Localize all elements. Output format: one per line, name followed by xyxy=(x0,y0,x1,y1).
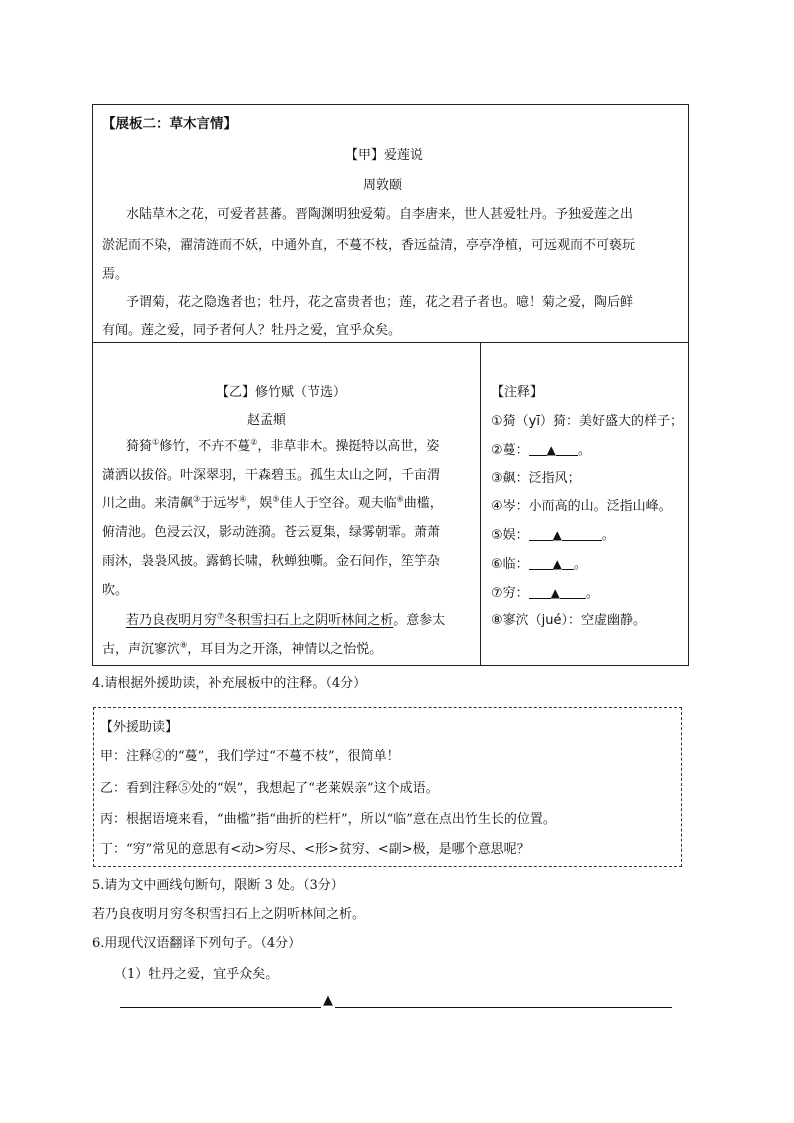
help-line-bing: 丙：根据语境来看，“曲槛”指“曲折的栏杆”，所以“临”意在点出竹生长的位置。 xyxy=(100,812,556,827)
note-mark: ① xyxy=(152,437,160,447)
note-1: ①猗（yī）猗：美好盛大的样子； xyxy=(491,414,683,429)
yi-text: 猗猗 xyxy=(126,439,153,454)
yi-text: 。意参太 xyxy=(393,613,446,628)
triangle-icon: ▲ xyxy=(550,586,560,600)
yi-text: 佳人于空谷。观夫临 xyxy=(279,496,397,511)
yi-text: 冬积雪扫石上之阴听林间之析 xyxy=(224,613,394,628)
yi-text: 古，声沉寥泬 xyxy=(102,642,181,657)
question-6-item-1: （1）牡丹之爱，宜乎众矣。 xyxy=(114,967,279,982)
board-top-section xyxy=(93,105,688,343)
note-8: ⑧寥泬（jué）：空虚幽静。 xyxy=(491,613,647,628)
help-line-yi: 乙：看到注释⑤处的“娱”，我想起了“老莱娱亲”这个成语。 xyxy=(100,781,439,796)
jia-line-1: 水陆草木之花，可爱者甚蕃。晋陶渊明独爱菊。自李唐来，世人甚爱牡丹。予独爱莲之出 xyxy=(126,207,634,222)
board-heading: 【展板二：草木言情】 xyxy=(102,116,237,132)
help-heading: 【外援助读】 xyxy=(100,720,179,735)
note-mark: ④ xyxy=(239,494,247,504)
question-4: 4.请根据外援助读，补充展板中的注释。（4分） xyxy=(92,676,367,691)
yi-text: 修竹，不卉不蔓 xyxy=(159,439,251,454)
answer-blank[interactable] xyxy=(529,556,553,570)
answer-blank[interactable] xyxy=(529,585,551,599)
jia-author: 周敦颐 xyxy=(363,178,403,193)
help-reading-box xyxy=(93,707,682,867)
answer-blank[interactable] xyxy=(560,585,586,599)
jia-line-4: 予谓菊，花之隐逸者也；牡丹，花之富贵者也；莲，花之君子者也。噫！菊之爱，陶后鲜 xyxy=(126,295,634,310)
yi-line-3 xyxy=(102,495,443,513)
note-3: ③飙：泛指风； xyxy=(491,471,581,486)
notes-heading: 【注释】 xyxy=(491,385,544,400)
underlined-sentence xyxy=(126,613,393,628)
yi-text: 川之曲。来清飙 xyxy=(102,496,194,511)
help-line-ding: 丁：“穷”常见的意思有<动>穷尽、<形>贫穷、<副>极，是哪个意思呢？ xyxy=(100,842,530,857)
question-5-sentence: 若乃良夜明月穷冬积雪扫石上之阴听林间之析。 xyxy=(92,907,366,922)
note-end: 。 xyxy=(577,443,591,458)
answer-blank[interactable] xyxy=(556,442,578,456)
jia-title: 【甲】爱莲说 xyxy=(345,148,424,163)
jia-line-2: 淤泥而不染，濯清涟而不妖，中通外直，不蔓不枝，香远益清，亭亭净植，可远观而不可亵玩 xyxy=(102,238,636,253)
note-label: ⑥临： xyxy=(491,557,529,572)
yi-line-8 xyxy=(102,641,382,659)
answer-blank[interactable] xyxy=(529,442,547,456)
note-end: 。 xyxy=(585,586,599,601)
jia-line-3: 焉。 xyxy=(102,267,129,282)
help-line-jia: 甲：注释②的“蔓”，我们学过“不蔓不枝”，很简单！ xyxy=(100,749,400,764)
note-mark: ⑧ xyxy=(180,640,188,650)
yi-author: 赵孟頫 xyxy=(247,413,287,428)
triangle-icon: ▲ xyxy=(552,557,562,571)
jia-line-5: 有闻。莲之爱，同予者何人？牡丹之爱，宜乎众矣。 xyxy=(102,323,402,338)
note-end: 。 xyxy=(601,528,615,543)
yi-text: 曲槛， xyxy=(403,496,443,511)
question-5: 5.请为文中画线句断句，限断 3 处。（3分） xyxy=(92,878,344,893)
note-mark: ③ xyxy=(193,494,201,504)
answer-blank[interactable] xyxy=(562,527,602,541)
triangle-icon: ▲ xyxy=(552,528,562,542)
yi-line-4: 俯清池。色浸云汉，影动涟漪。苍云夏集，绿雾朝霏。萧萧 xyxy=(102,525,441,540)
exhibit-board xyxy=(92,104,689,666)
note-mark: ⑥ xyxy=(396,494,404,504)
yi-text: ，耳目为之开涤，神情以之怡悦。 xyxy=(187,642,383,657)
yi-line-5: 雨沐，袅袅风披。露鹤长啸，秋蝉独嘶。金石间作，笙竽杂 xyxy=(102,554,441,569)
note-2 xyxy=(491,441,591,460)
answer-blank[interactable] xyxy=(529,527,553,541)
note-end: 。 xyxy=(573,557,587,572)
yi-line-7 xyxy=(126,612,445,630)
note-mark: ⑦ xyxy=(217,611,225,621)
question-6: 6.用现代汉语翻译下列句子。（4分） xyxy=(92,936,302,951)
triangle-icon: ▲ xyxy=(323,993,333,1008)
note-5 xyxy=(491,526,615,545)
note-label: ⑦穷： xyxy=(491,586,529,601)
yi-title: 【乙】修竹赋（节选） xyxy=(216,385,347,400)
answer-blank[interactable] xyxy=(562,556,574,570)
yi-line-1 xyxy=(126,438,439,456)
yi-text: ，娱 xyxy=(246,496,273,511)
note-label: ②蔓： xyxy=(491,443,529,458)
yi-line-6: 吹。 xyxy=(102,583,129,598)
board-bottom-section xyxy=(93,343,688,665)
note-mark: ② xyxy=(250,437,258,447)
yi-line-2: 潇洒以拔俗。叶深翠羽，干森碧玉。孤生太山之阿，千亩渭 xyxy=(102,468,441,483)
note-mark: ⑤ xyxy=(272,494,280,504)
column-divider xyxy=(480,343,481,665)
yi-text: 若乃良夜明月穷 xyxy=(126,613,218,628)
triangle-icon: ▲ xyxy=(546,443,556,457)
note-6 xyxy=(491,555,587,574)
answer-line[interactable] xyxy=(120,1007,672,1008)
note-4: ④岑：小而高的山。泛指山峰。 xyxy=(491,499,672,514)
yi-text: ，非草非木。操挺特以高世，姿 xyxy=(257,439,440,454)
yi-text: 于远岑 xyxy=(200,496,240,511)
note-label: ⑤娱： xyxy=(491,528,529,543)
note-7 xyxy=(491,584,599,603)
